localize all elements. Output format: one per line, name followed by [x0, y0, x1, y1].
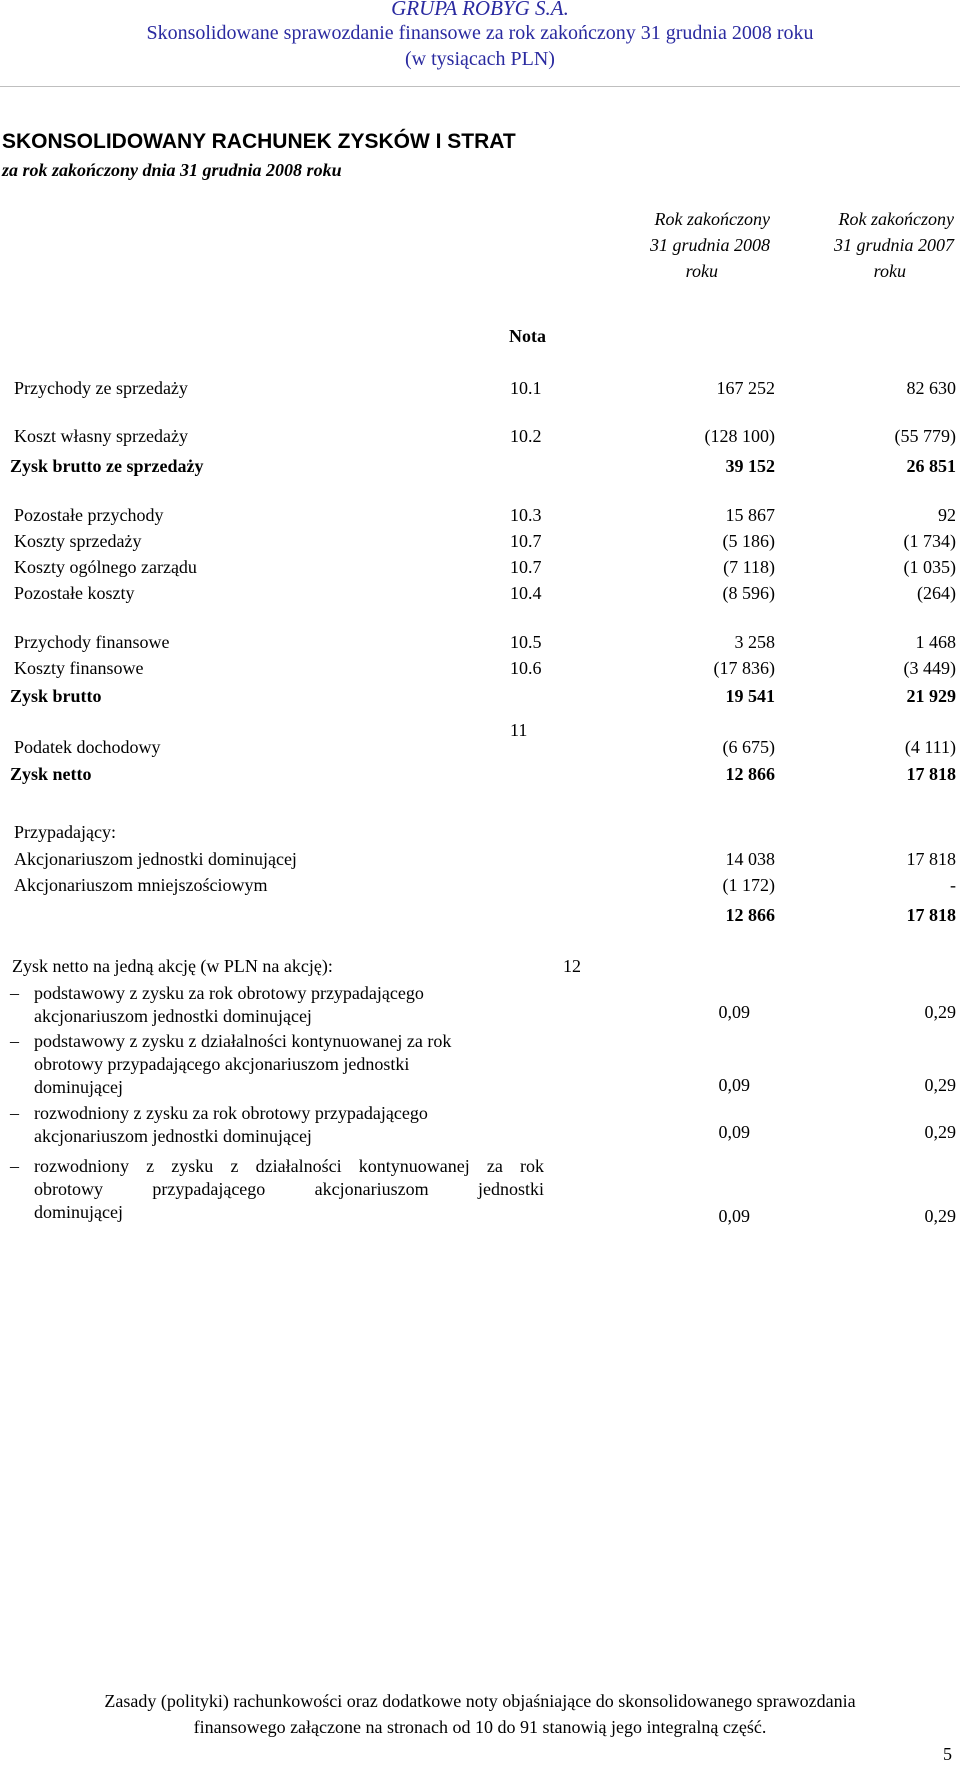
eps-item-line: akcjonariuszom jednostki dominującej: [34, 1126, 312, 1146]
row-label: Koszty finansowe: [14, 658, 144, 678]
row-value-2007: (1 734): [903, 531, 956, 551]
row-label: Zysk netto: [10, 764, 92, 784]
footer-note: [0, 1688, 960, 1740]
eps-value-2007: 0,29: [924, 1002, 956, 1022]
row-value-2008: 12 866: [725, 764, 775, 784]
row-value-2007: (264): [917, 583, 956, 603]
company-name: GRUPA ROBYG S.A.: [0, 0, 960, 21]
header-divider: [0, 86, 960, 87]
attribution-value-2008: 14 038: [725, 849, 775, 869]
column-header-2007: [740, 206, 954, 284]
eps-value-2008: 0,09: [718, 1206, 750, 1226]
row-label: Pozostałe przychody: [14, 505, 164, 525]
row-value-2007: 82 630: [906, 378, 956, 398]
eps-item-line: rozwodniony z zysku za rok obrotowy przypadającego: [34, 1103, 428, 1123]
dash-bullet: –: [10, 983, 19, 1003]
column-header-line: Rok zakończony: [654, 209, 770, 229]
eps-item: [10, 1030, 540, 1099]
eps-value-2008: 0,09: [718, 1075, 750, 1095]
row-value-2008: 15 867: [725, 505, 775, 525]
dash-bullet: –: [10, 1156, 19, 1176]
attribution-label: Akcjonariuszom jednostki dominującej: [14, 849, 297, 869]
eps-value-2008: 0,09: [718, 1122, 750, 1142]
eps-item-line: podstawowy z zysku za rok obrotowy przypadającego: [34, 983, 424, 1003]
row-label: Zysk brutto: [10, 686, 102, 706]
attribution-value-2008: (1 172): [722, 875, 775, 895]
footer-line: finansowego załączone na stronach od 10 do 91 stanowią jego integralną część.: [193, 1717, 767, 1737]
row-value-2007: (55 779): [894, 426, 956, 446]
column-header-line: 31 grudnia 2008: [649, 235, 770, 255]
row-value-2008: 3 258: [734, 632, 775, 652]
row-note: 10.5: [510, 632, 542, 652]
eps-note: 12: [563, 956, 581, 976]
eps-item: [10, 1102, 540, 1148]
row-note: 10.7: [510, 557, 542, 577]
row-value-2008: (128 100): [704, 426, 775, 446]
row-label: Przychody ze sprzedaży: [14, 378, 188, 398]
footer-line: Zasady (polityki) rachunkowości oraz dodatkowe noty objaśniające do skonsolidowanego sprawozdania: [104, 1691, 856, 1711]
row-value-2008: (7 118): [723, 557, 775, 577]
eps-item-line: dominującej: [34, 1202, 123, 1222]
statement-title: SKONSOLIDOWANY RACHUNEK ZYSKÓW I STRAT: [2, 130, 516, 153]
row-note: 10.4: [510, 583, 542, 603]
row-note: 11: [510, 720, 528, 740]
row-note: 10.2: [510, 426, 542, 446]
eps-item: [10, 1155, 544, 1224]
attribution-value-2007: -: [950, 875, 956, 895]
column-header-line: roku: [685, 261, 718, 281]
row-value-2008: (5 186): [722, 531, 775, 551]
dash-bullet: –: [10, 1103, 19, 1123]
eps-value-2007: 0,29: [924, 1075, 956, 1095]
row-value-2008: 39 152: [725, 456, 775, 476]
row-label: Przychody finansowe: [14, 632, 170, 652]
currency-note: (w tysiącach PLN): [0, 48, 960, 71]
eps-item-line: obrotowy przypadającego akcjonariuszom jednostki: [34, 1179, 544, 1199]
row-value-2007: 1 468: [915, 632, 956, 652]
row-label: Zysk brutto ze sprzedaży: [10, 456, 204, 476]
attribution-total-2008: 12 866: [725, 905, 775, 925]
row-label: Podatek dochodowy: [14, 737, 161, 757]
eps-item-line: podstawowy z zysku z działalności kontynuowanej za rok: [34, 1031, 452, 1051]
row-value-2007: 21 929: [906, 686, 956, 706]
row-label: Koszty sprzedaży: [14, 531, 142, 551]
row-label: Koszt własny sprzedaży: [14, 426, 188, 446]
row-value-2008: 19 541: [725, 686, 775, 706]
row-value-2007: (4 111): [904, 737, 956, 757]
row-value-2008: (17 836): [713, 658, 775, 678]
row-value-2007: 92: [938, 505, 956, 525]
attribution-total-2007: 17 818: [906, 905, 956, 925]
row-value-2008: (8 596): [722, 583, 775, 603]
eps-value-2008: 0,09: [718, 1002, 750, 1022]
row-note: 10.3: [510, 505, 542, 525]
attribution-value-2007: 17 818: [906, 849, 956, 869]
column-header-line: 31 grudnia 2007: [833, 235, 954, 255]
attribution-label: Akcjonariuszom mniejszościowym: [14, 875, 268, 895]
row-label: Pozostałe koszty: [14, 583, 135, 603]
attribution-heading: Przypadający:: [14, 822, 116, 842]
eps-heading: Zysk netto na jedną akcję (w PLN na akcję):: [12, 956, 333, 976]
column-header-line: roku: [873, 261, 906, 281]
eps-value-2007: 0,29: [924, 1122, 956, 1142]
row-note: 10.6: [510, 658, 542, 678]
row-value-2007: 17 818: [906, 764, 956, 784]
row-label: Koszty ogólnego zarządu: [14, 557, 197, 577]
row-value-2008: 167 252: [716, 378, 775, 398]
eps-item-line: dominującej: [34, 1077, 123, 1097]
eps-item-line: obrotowy przypadającego akcjonariuszom jednostki: [34, 1054, 410, 1074]
row-value-2007: (1 035): [903, 557, 956, 577]
dash-bullet: –: [10, 1031, 19, 1051]
eps-item: [10, 982, 540, 1028]
column-header-2008: [560, 206, 770, 284]
row-note: 10.1: [510, 378, 542, 398]
row-value-2007: (3 449): [903, 658, 956, 678]
row-note: 10.7: [510, 531, 542, 551]
report-subtitle: Skonsolidowane sprawozdanie finansowe za rok zakończony 31 grudnia 2008 roku: [0, 22, 960, 45]
row-value-2008: (6 675): [722, 737, 775, 757]
eps-value-2007: 0,29: [924, 1206, 956, 1226]
page-number: 5: [943, 1744, 952, 1764]
row-value-2007: 26 851: [906, 456, 956, 476]
column-header-line: Rok zakończony: [838, 209, 954, 229]
column-header-note: Nota: [509, 326, 546, 346]
statement-period: za rok zakończony dnia 31 grudnia 2008 roku: [2, 160, 342, 180]
eps-item-line: akcjonariuszom jednostki dominującej: [34, 1006, 312, 1026]
eps-item-line: rozwodniony z zysku z działalności kontynuowanej za rok: [34, 1156, 544, 1176]
